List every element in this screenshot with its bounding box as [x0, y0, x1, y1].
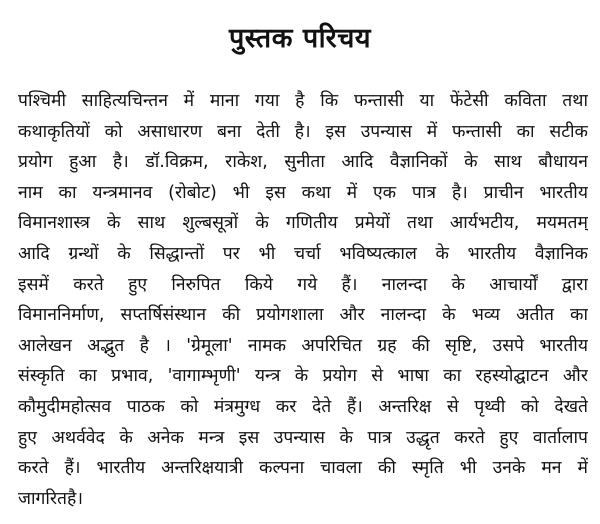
text-line: नाम का यन्त्रमानव (रोबोट) भी इस कथा में एक पात्र है। प्राचीन भारतीय	[18, 182, 588, 203]
text-line: आदि ग्रन्थों के सिद्धान्तों पर भी चर्चा भविष्यत्काल के भारतीय वैज्ञानिक	[18, 243, 588, 264]
text-line: पश्चिमी साहित्यचिन्तन में माना गया है कि फन्तासी या फेंटेसी कविता तथा	[18, 91, 588, 111]
text-line: विमाननिर्माण, सप्तर्षिसंस्थान की प्रयोगशाला और नालन्दा के भव्य अतीत का	[18, 305, 588, 326]
paragraph	[18, 86, 588, 514]
text-line: करते हैं। भारतीय अन्तरिक्षयात्री कल्पना चावला की स्मृति भी उनके मन में	[18, 458, 588, 479]
text-line: इसमें करते हुए निरुपित किये गये हैं। नालन्दा के आचार्यों द्वारा	[18, 274, 588, 295]
text-line: संस्कृति का प्रभाव, 'वागाम्भृणी' यन्त्र के प्रयोग से भाषा का रहस्योद्घाटन और	[18, 366, 588, 387]
text-line: कथाकृतियों को असाधारण बना देती है। इस उपन्यास में फन्तासी का सटीक	[18, 121, 588, 142]
text-line: जागरितहै।	[18, 488, 83, 509]
text-line: आलेखन अद्भुत है । 'ग्रेमूला' नामक अपरिचित ग्रह की सृष्टि, उसपे भारतीय	[18, 335, 588, 356]
text-line: कौमुदीमहोत्सव पाठक को मंत्रमुग्ध कर देते हैं। अन्तरिक्ष से पृथ्वी को देखते	[18, 396, 588, 417]
page-title: पुस्तक परिचय	[228, 23, 372, 54]
text-line: प्रयोग हुआ है। डॉ.विक्रम, राकेश, सुनीता आदि वैज्ञानिकों के साथ बौधायन	[18, 152, 588, 173]
text-line: हुए अथर्ववेद के अनेक मन्त्र इस उपन्यास के पात्र उद्धृत करते हुए वार्तालाप	[18, 427, 588, 448]
text-line: विमानशास्त्र के साथ शुल्बसूत्रों के गणितीय प्रमेयों तथा आर्यभटीय, मयमतम्	[18, 213, 588, 234]
